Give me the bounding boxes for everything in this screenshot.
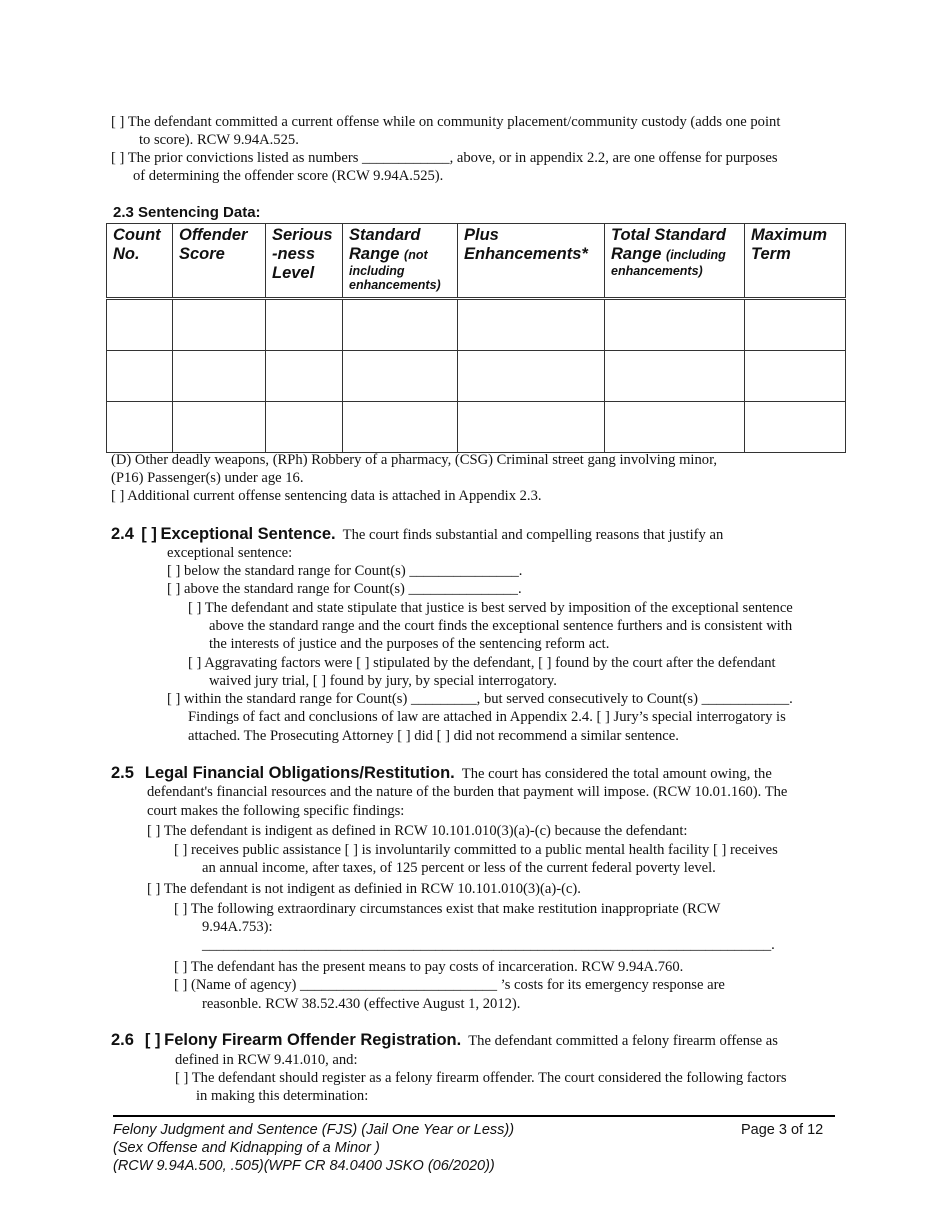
community-placement-checkbox-line: [ ] The defendant committed a current offense while on community placement/community custody (adds one point <box>111 114 781 130</box>
section-title: Exceptional Sentence. <box>160 525 336 543</box>
enhancement-legend-line-2: (P16) Passenger(s) under age 16. <box>111 470 304 486</box>
table-cell[interactable] <box>107 299 173 351</box>
section-title: Legal Financial Obligations/Restitution. <box>144 764 455 782</box>
exceptional-sentence-checkbox[interactable]: [ ] <box>141 525 157 543</box>
community-placement-line-2: to score). RCW 9.94A.525. <box>139 132 299 148</box>
section-number: 2.5 <box>111 764 134 782</box>
firearm-registration-checkbox[interactable]: [ ] <box>144 1031 161 1049</box>
section-number: 2.4 <box>111 525 134 543</box>
aggravating-factors-line-2: waived jury trial, [ ] found by jury, by special interrogatory. <box>209 673 557 689</box>
table-cell[interactable] <box>266 402 343 453</box>
firearm-line-3: [ ] The defendant should register as a felony firearm offender. The court considered the following factors <box>175 1070 787 1086</box>
table-cell[interactable] <box>107 402 173 453</box>
footer-page-number: Page 3 of 12 <box>741 1122 824 1138</box>
stipulation-line-2: above the standard range and the court finds the exceptional sentence furthers and is consistent with <box>209 618 793 634</box>
within-range-line-3: attached. The Prosecuting Attorney [ ] did [ ] did not recommend a similar sentence. <box>188 728 679 744</box>
table-cell[interactable] <box>107 351 173 402</box>
table-cell[interactable] <box>266 351 343 402</box>
present-means-line: [ ] The defendant has the present means to pay costs of incarceration. RCW 9.94A.760. <box>174 959 684 975</box>
table-row <box>107 351 846 402</box>
agency-costs-line-1: [ ] (Name of agency) ___________________________ ’s costs for its emergency response are <box>174 977 725 993</box>
table-cell[interactable] <box>605 351 745 402</box>
extraordinary-line-1: [ ] The following extraordinary circumstances exist that make restitution inappropriate (RCW <box>174 901 721 917</box>
col-total-standard-range: Total Standard Range (including enhancements) <box>605 224 745 299</box>
exceptional-sentence-intro-2: exceptional sentence: <box>167 545 293 561</box>
table-row <box>107 402 846 453</box>
within-range-line-1: [ ] within the standard range for Count(s) _________, but served consecutively to Count(s) ____________. <box>167 691 793 707</box>
col-count-no: Count No. <box>107 224 173 299</box>
table-cell[interactable] <box>745 299 846 351</box>
below-range-line: [ ] below the standard range for Count(s) _______________. <box>167 563 523 579</box>
footer-form-subtitle: (Sex Offense and Kidnapping of a Minor ) <box>113 1140 380 1156</box>
col-maximum-term: Maximum Term <box>745 224 846 299</box>
public-assistance-line-2: an annual income, after taxes, of 125 percent or less of the current federal poverty level. <box>202 860 716 876</box>
table-cell[interactable] <box>173 351 266 402</box>
table-cell[interactable] <box>458 402 605 453</box>
section-2-6-heading <box>111 1031 778 1050</box>
col-offender-score: Offender Score <box>173 224 266 299</box>
table-cell[interactable] <box>745 402 846 453</box>
above-range-line: [ ] above the standard range for Count(s) _______________. <box>167 581 522 597</box>
firearm-line-2: defined in RCW 9.41.010, and: <box>175 1052 358 1068</box>
table-cell[interactable] <box>458 351 605 402</box>
table-cell[interactable] <box>173 299 266 351</box>
lfo-line-3: court makes the following specific findings: <box>147 803 405 819</box>
col-plus-enhancements: Plus Enhancements* <box>458 224 605 299</box>
aggravating-factors-line-1: [ ] Aggravating factors were [ ] stipulated by the defendant, [ ] found by the court after the defendant <box>188 655 776 671</box>
section-intro: The court has considered the total amount owing, the <box>461 766 772 782</box>
lfo-line-2: defendant's financial resources and the nature of the burden that payment will impose. (RCW 10.01.160). The <box>147 784 788 800</box>
stipulation-line-3: the interests of justice and the purposes of the sentencing reform act. <box>209 636 610 652</box>
prior-convictions-line-2: of determining the offender score (RCW 9.94A.525). <box>133 168 444 184</box>
table-cell[interactable] <box>605 402 745 453</box>
table-row <box>107 299 846 351</box>
agency-costs-line-2: reasonble. RCW 38.52.430 (effective August 1, 2012). <box>202 996 521 1012</box>
enhancement-legend-line-1: (D) Other deadly weapons, (RPh) Robbery of a pharmacy, (CSG) Criminal street gang involving minor, <box>111 452 718 468</box>
indigent-checkbox-line: [ ] The defendant is indigent as defined in RCW 10.101.010(3)(a)-(c) because the defendant: <box>147 823 688 839</box>
footer-rule <box>113 1115 835 1117</box>
table-cell[interactable] <box>605 299 745 351</box>
firearm-line-4: in making this determination: <box>196 1088 369 1104</box>
table-cell[interactable] <box>343 299 458 351</box>
table-cell[interactable] <box>266 299 343 351</box>
footer-form-title: Felony Judgment and Sentence (FJS) (Jail One Year or Less)) <box>113 1122 515 1138</box>
section-intro: The court finds substantial and compelling reasons that justify an <box>342 527 724 543</box>
section-2-3-heading: 2.3 Sentencing Data: <box>113 204 261 221</box>
section-intro: The defendant committed a felony firearm offense as <box>468 1033 778 1049</box>
table-cell[interactable] <box>173 402 266 453</box>
footer-form-citation: (RCW 9.94A.500, .505)(WPF CR 84.0400 JSKO (06/2020)) <box>113 1158 495 1174</box>
table-cell[interactable] <box>458 299 605 351</box>
section-2-4-heading <box>111 525 723 544</box>
stipulation-line-1: [ ] The defendant and state stipulate that justice is best served by imposition of the exceptional sentence <box>188 600 793 616</box>
section-2-5-heading <box>111 764 772 783</box>
public-assistance-line-1: [ ] receives public assistance [ ] is involuntarily committed to a public mental health facility [ ] receives <box>174 842 778 858</box>
extraordinary-blank-line[interactable]: ______________________________________________________________________________. <box>202 937 775 953</box>
table-cell[interactable] <box>343 402 458 453</box>
extraordinary-line-2: 9.94A.753): <box>202 919 273 935</box>
table-cell[interactable] <box>343 351 458 402</box>
sentencing-data-table <box>106 223 846 453</box>
table-cell[interactable] <box>745 351 846 402</box>
within-range-line-2: Findings of fact and conclusions of law are attached in Appendix 2.4. [ ] Jury’s special interrogatory is <box>188 709 786 725</box>
not-indigent-line: [ ] The defendant is not indigent as definied in RCW 10.101.010(3)(a)-(c). <box>147 881 581 897</box>
prior-convictions-checkbox-line: [ ] The prior convictions listed as numbers ____________, above, or in appendix 2.2, are one offense for purposes <box>111 150 778 166</box>
col-standard-range: Standard Range (not including enhancements) <box>343 224 458 299</box>
section-number: 2.6 <box>111 1031 134 1049</box>
col-seriousness-level: Serious -ness Level <box>266 224 343 299</box>
appendix-2-3-checkbox-line: [ ] Additional current offense sentencing data is attached in Appendix 2.3. <box>111 488 542 504</box>
section-title: Felony Firearm Offender Registration. <box>164 1031 462 1049</box>
